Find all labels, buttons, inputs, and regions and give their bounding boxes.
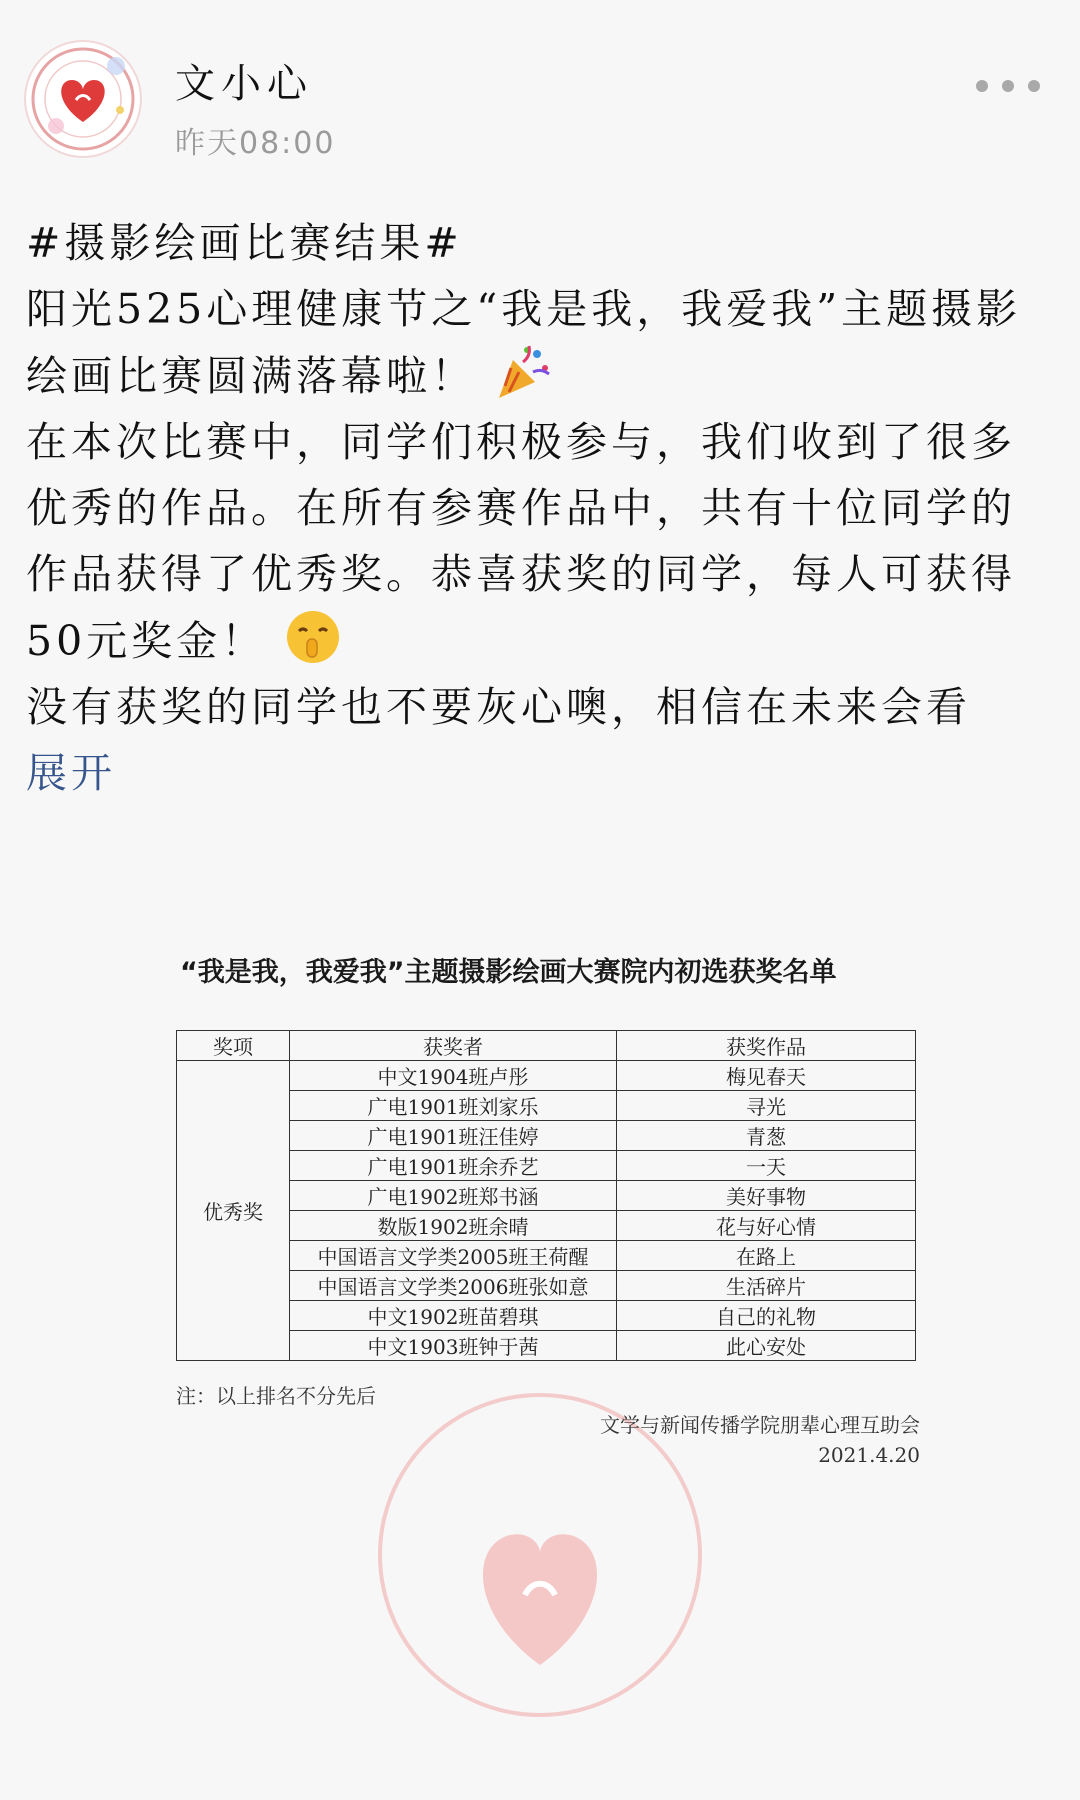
more-dots-icon[interactable]: [976, 74, 1040, 98]
work-cell: 此心安处: [617, 1331, 916, 1361]
work-cell: 自己的礼物: [617, 1301, 916, 1331]
post-paragraph: 没有获奖的同学也不要灰心噢，相信在未来会看: [26, 683, 971, 731]
header-work: 获奖作品: [617, 1031, 916, 1061]
winner-cell: 中国语言文学类2006班张如意: [290, 1271, 617, 1301]
post-text: [26, 210, 1056, 806]
party-popper-icon: [493, 342, 553, 402]
header-award: 奖项: [177, 1031, 290, 1061]
shush-face-icon: [283, 607, 343, 667]
hashtag-topic[interactable]: #摄影绘画比赛结果#: [26, 219, 463, 267]
dot: [976, 80, 988, 92]
winner-cell: 广电1901班汪佳婷: [290, 1121, 617, 1151]
award-table: [176, 1030, 916, 1361]
user-name[interactable]: 文小心: [175, 61, 313, 107]
winner-cell: 广电1902班郑书涵: [290, 1181, 617, 1211]
award-document-image[interactable]: [150, 920, 920, 1740]
award-category: 优秀奖: [177, 1061, 290, 1361]
work-cell: 梅见春天: [617, 1061, 916, 1091]
document-note: 注：以上排名不分先后: [176, 1384, 376, 1408]
dot: [1028, 80, 1040, 92]
post-paragraph-text: 在本次比赛中，同学们积极参与，我们收到了很多优秀的作品。在所有参赛作品中，共有十位同学的作品获得了优秀奖。恭喜获奖的同学，每人可获得50元奖金！: [26, 418, 1016, 665]
winner-cell: 广电1901班余乔艺: [290, 1151, 617, 1181]
document-date: 2021.4.20: [818, 1443, 920, 1467]
post-paragraph: [26, 409, 1056, 674]
heart-logo-icon: [24, 40, 142, 158]
work-cell: 花与好心情: [617, 1211, 916, 1241]
table-row: [177, 1061, 916, 1091]
dot: [1002, 80, 1014, 92]
work-cell: 美好事物: [617, 1181, 916, 1211]
winner-cell: 广电1901班刘家乐: [290, 1091, 617, 1121]
avatar[interactable]: [24, 40, 142, 158]
winner-cell: 数版1902班余晴: [290, 1211, 617, 1241]
header-winner: 获奖者: [290, 1031, 617, 1061]
expand-link[interactable]: 展开: [26, 749, 116, 797]
work-cell: 生活碎片: [617, 1271, 916, 1301]
winner-cell: 中文1904班卢彤: [290, 1061, 617, 1091]
org-name: 文学与新闻传播学院朋辈心理互助会: [600, 1413, 920, 1437]
post-paragraph: [26, 276, 1056, 409]
work-cell: 青葱: [617, 1121, 916, 1151]
post-header: [0, 0, 1080, 180]
winner-cell: 中文1903班钟于茜: [290, 1331, 617, 1361]
winner-cell: 中文1902班苗碧琪: [290, 1301, 617, 1331]
work-cell: 在路上: [617, 1241, 916, 1271]
document-title: “我是我，我爱我”主题摄影绘画大赛院内初选获奖名单: [180, 957, 837, 988]
post-time: 昨天08:00: [175, 126, 336, 161]
winner-cell: 中国语言文学类2005班王荷醒: [290, 1241, 617, 1271]
table-header-row: [177, 1031, 916, 1061]
post-paragraph-text: 阳光525心理健康节之“我是我，我爱我”主题摄影绘画比赛圆满落幕啦！: [26, 285, 1022, 400]
work-cell: 寻光: [617, 1091, 916, 1121]
document-signature: [600, 1410, 920, 1470]
work-cell: 一天: [617, 1151, 916, 1181]
